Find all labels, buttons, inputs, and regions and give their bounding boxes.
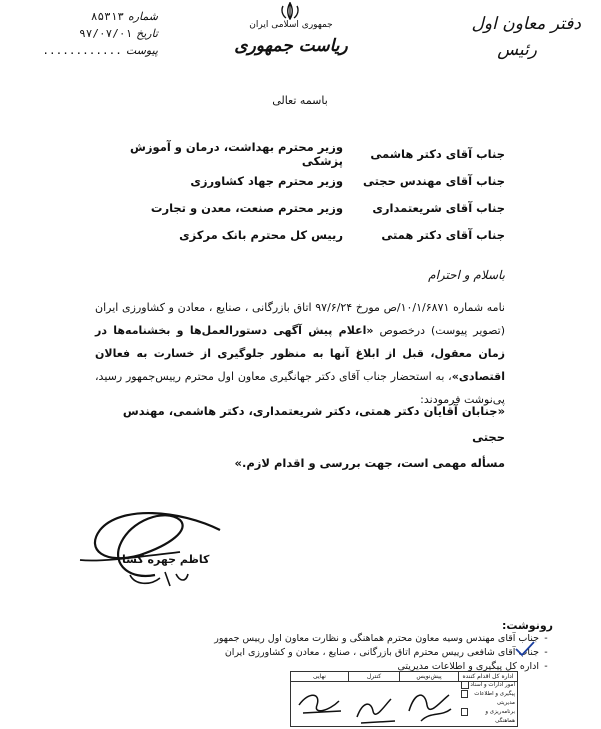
attachment-label: پیوست	[125, 44, 158, 57]
letter-meta	[18, 8, 158, 59]
col-draft: پیش‌نویس	[399, 672, 458, 681]
recipient-title: وزیر محترم بهداشت، درمان و آموزش پزشکی	[130, 139, 343, 168]
body-text-part-1: نامه شماره ۱۰/۱/۶۸۷۱/ص مورخ ۹۷/۶/۲۴ اتاق بازرگانی ، صنایع ، معادن و کشاورزی ایران (تصویر پیوست) درخصوص	[95, 301, 505, 337]
cc-item-text: جناب آقای مهندس وسیه معاون محترم هماهنگی و نظارت معاون اول رییس جمهور	[214, 633, 539, 644]
recipient-row	[85, 221, 505, 248]
routing-option: برنامه‌ریزی و هماهنگی	[459, 708, 517, 726]
routing-table	[290, 671, 518, 727]
quote-line-2: مسأله مهمی است، جهت بررسی و اقدام لازم.»	[234, 456, 505, 470]
letter-number-label: شماره	[127, 10, 158, 23]
body-paragraph	[95, 296, 505, 411]
iran-emblem-icon	[278, 2, 302, 20]
cc-item-text: جناب آقای شافعی رییس محترم اتاق بازرگانی ، صنایع ، معادن و کشاورزی ایران	[224, 647, 539, 658]
checkbox[interactable]	[461, 681, 469, 689]
routing-options	[459, 681, 517, 726]
recipient-row	[85, 140, 505, 167]
cc-list	[73, 632, 553, 674]
vp-note-quote	[95, 398, 505, 476]
letter-date: ۹۷/۰۷/۰۱	[79, 27, 133, 40]
recipient-row	[85, 194, 505, 221]
cc-item: - اداره کل پیگیری و اطلاعات مدیریتی	[397, 661, 548, 672]
recipient-title: وزیر محترم صنعت، معدن و تجارت	[150, 200, 343, 215]
routing-option: پیگیری و اطلاعات مدیریتی	[459, 690, 517, 708]
checkbox[interactable]	[461, 690, 468, 698]
routing-option: امور ادارات و اسناد	[459, 681, 517, 690]
gov-small-title: جمهوری اسلامی ایران	[249, 20, 333, 30]
recipient-name: جناب آقای مهندس حجتی	[362, 173, 505, 188]
body-subject-bold: «اعلام پیش آگهی دستورالعمل‌ها و بخشنامه‌ها در زمان معقول، قبل از ابلاغ آنها به منظور جلوگیری از خسارت به فعالان اقتصادی»	[95, 324, 505, 383]
col-action: اداره کل اقدام کننده	[458, 672, 517, 681]
body-text-part-2: ، به استحضار جناب آقای دکتر جهانگیری معاون اول محترم رییس‌جمهور رسید، پی‌نوشت فرمودند:	[95, 370, 505, 406]
col-final: نهایی	[313, 673, 326, 680]
cc-item-text: اداره کل پیگیری و اطلاعات مدیریتی	[397, 661, 539, 672]
cc-item: - جناب آقای شافعی رییس محترم اتاق بازرگانی ، صنایع ، معادن و کشاورزی ایران	[224, 647, 548, 658]
salutation: باسلام و احترام	[428, 268, 505, 282]
quote-line-1: «جنابان آقایان دکتر همتی، دکتر شریعتمداری، دکتر هاشمی، مهندس حجتی	[122, 404, 505, 444]
office-title: دفتر معاون اول	[471, 14, 581, 34]
recipients-list	[85, 140, 505, 248]
office-subtitle: رئیس	[497, 40, 537, 60]
attachment-value: ............	[42, 44, 122, 57]
recipient-name: جناب آقای شریعتمداری	[372, 200, 505, 215]
draft-initials-icon	[401, 681, 459, 725]
signer-name: کاظم جهره گشا	[122, 553, 210, 566]
bismillah: باسمه تعالی	[272, 94, 328, 107]
cc-item: - جناب آقای مهندس وسیه معاون محترم هماهنگی و نظارت معاون اول رییس جمهور	[214, 633, 548, 644]
letter-number: ۸۵۳۱۳	[90, 10, 124, 23]
signature-icon	[60, 500, 240, 590]
cc-heading: رونوشت:	[501, 619, 553, 632]
recipient-row	[85, 167, 505, 194]
col-control: کنترل	[348, 672, 399, 681]
recipient-title: رییس کل محترم بانک مرکزی	[179, 227, 343, 242]
recipient-name: جناب آقای دکتر هاشمی	[370, 146, 505, 161]
recipient-name: جناب آقای دکتر همتی	[381, 227, 505, 242]
checkbox[interactable]	[461, 708, 468, 716]
date-label: تاریخ	[136, 27, 158, 40]
gov-big-title: ریاست جمهوری	[234, 36, 348, 56]
checkmark-icon	[514, 640, 536, 658]
recipient-title: وزیر محترم جهاد کشاورزی	[190, 173, 343, 188]
control-initials-icon	[351, 681, 401, 725]
final-initials-icon	[291, 681, 351, 725]
